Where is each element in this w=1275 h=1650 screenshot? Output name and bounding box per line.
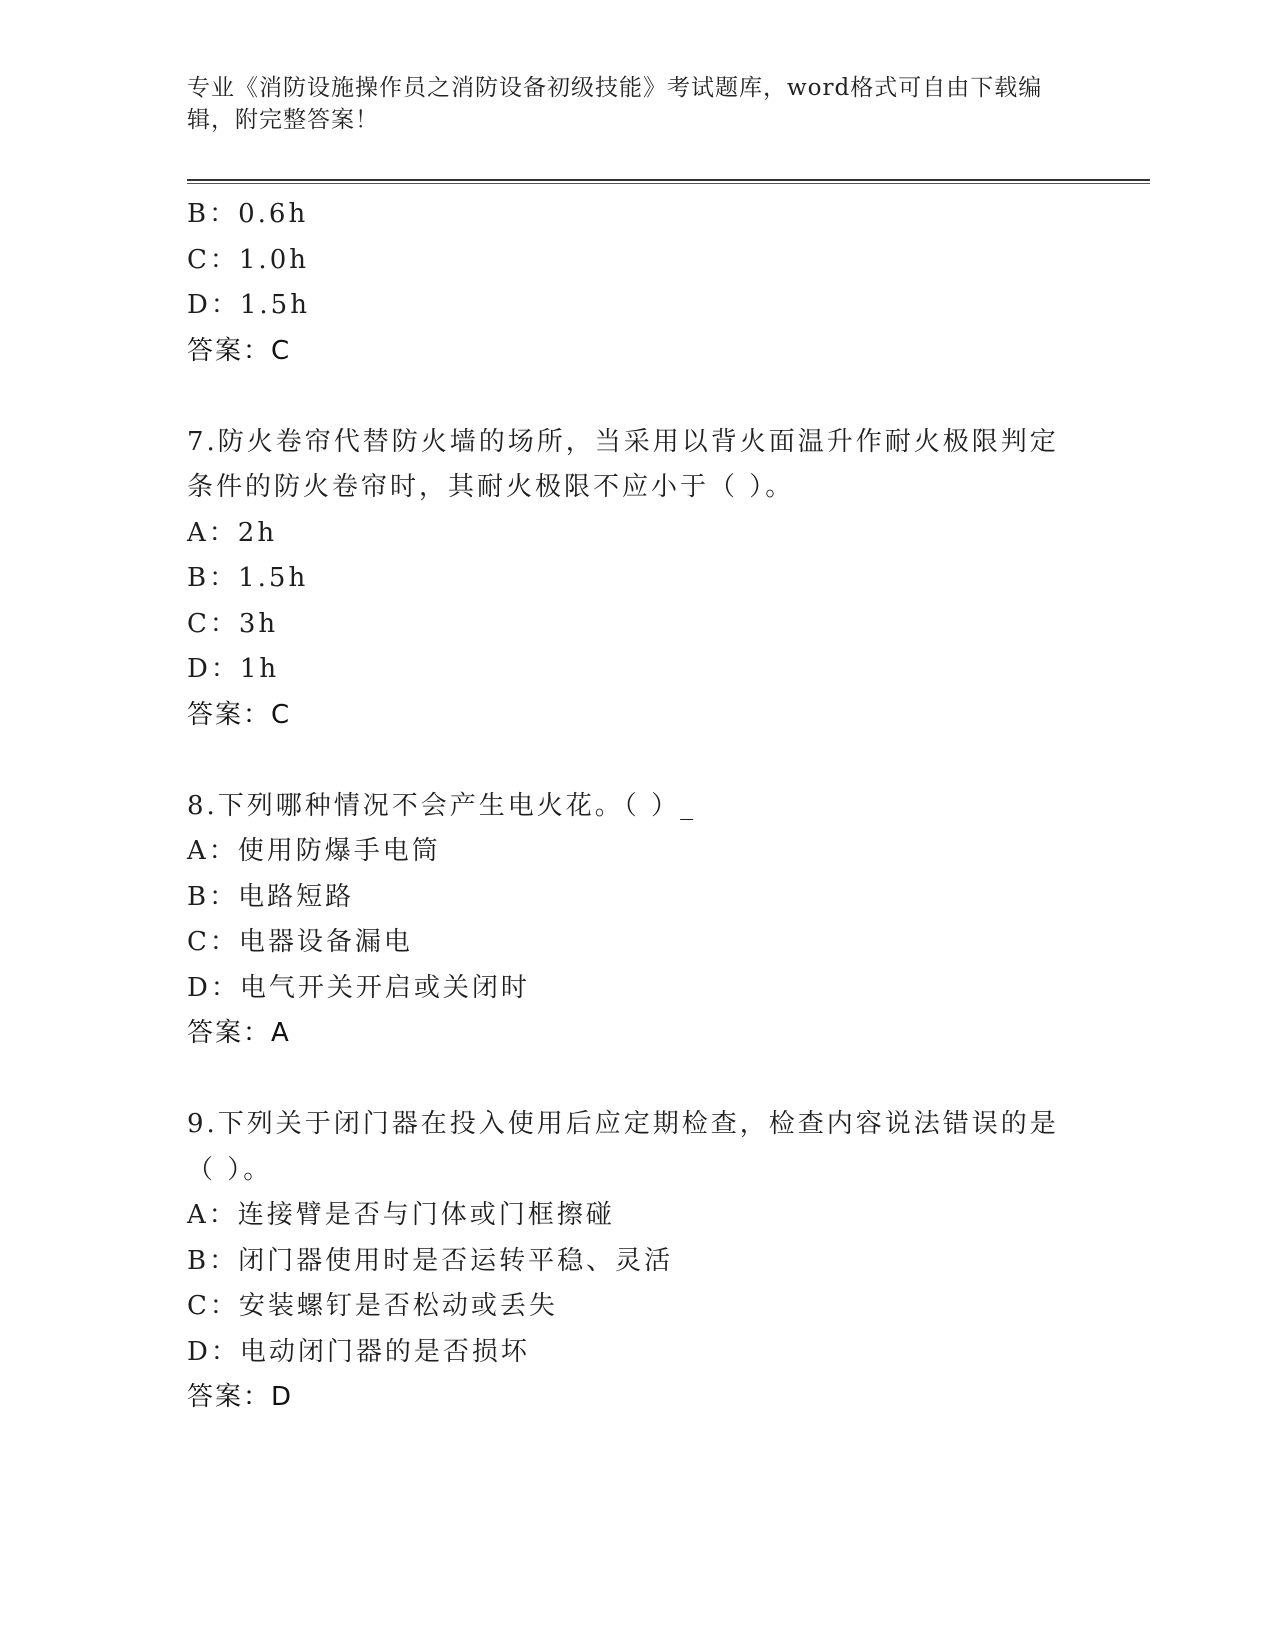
question-9 [187, 1102, 1067, 1421]
answer-line: 答案：C [187, 699, 292, 730]
answer-line: 答案：C [187, 335, 292, 366]
option-c: C：1.0h [187, 244, 309, 275]
option-a: A：2h [187, 517, 278, 548]
question-stem: 8.下列哪种情况不会产生电火花。（ ）_ [187, 790, 697, 821]
answer-line: 答案：A [187, 1018, 291, 1048]
question-stem: 9.下列关于闭门器在投入使用后应定期检查，检查内容说法错误的是（ ）。 [187, 1109, 1059, 1185]
option-c: C：电器设备漏电 [187, 927, 413, 957]
option-b: B：0.6h [187, 199, 309, 229]
option-c: C：安装螺钉是否松动或丢失 [187, 1291, 558, 1321]
option-a: A：连接臂是否与门体或门框擦碰 [187, 1200, 615, 1230]
option-c: C：3h [187, 608, 279, 639]
question-stem: 7.防火卷帘代替防火墙的场所，当采用以背火面温升作耐火极限判定条件的防火卷帘时，其耐火极限不应小于（ ）。 [187, 426, 1059, 502]
question-8 [187, 784, 1067, 1057]
question-gap [187, 374, 1067, 420]
document-header: 专业《消防设施操作员之消防设备初级技能》考试题库，word格式可自由下载编辑，附完整答案！ [187, 75, 1043, 133]
question-prev [187, 192, 1067, 374]
header-divider-thick [187, 179, 1150, 181]
option-b: B：1.5h [187, 563, 309, 593]
question-gap [187, 738, 1067, 784]
option-d: D：电动闭门器的是否损坏 [187, 1336, 530, 1367]
question-7 [187, 420, 1067, 739]
option-d: D：1h [187, 654, 280, 684]
question-gap [187, 1057, 1067, 1103]
header-divider-thin [187, 183, 1150, 184]
option-b: B：闭门器使用时是否运转平稳、灵活 [187, 1245, 674, 1276]
option-b: B：电路短路 [187, 881, 355, 912]
answer-line: 答案：D [187, 1382, 294, 1412]
question-list [187, 192, 1067, 1421]
option-d: D：1.5h [187, 290, 310, 320]
option-d: D：电气开关开启或关闭时 [187, 972, 530, 1003]
option-a: A：使用防爆手电筒 [187, 836, 441, 866]
